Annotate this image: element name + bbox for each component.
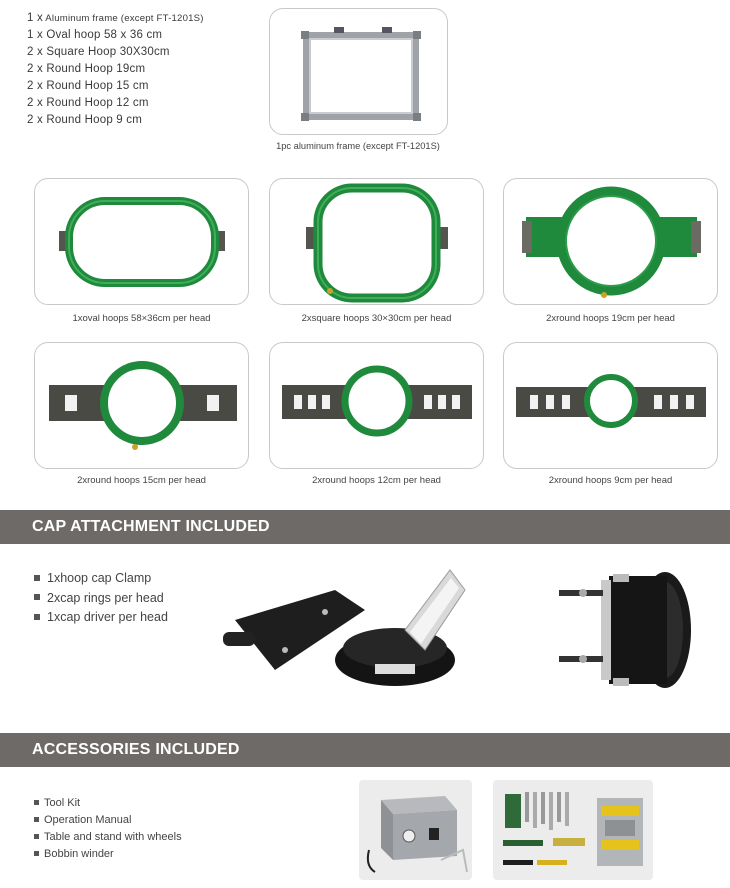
frame-caption: 1pc aluminum frame (except FT-1201S) <box>276 141 440 151</box>
hoop-card-round-9 <box>503 342 718 469</box>
hoop-card-round-15 <box>34 342 249 469</box>
hoop-list-item: 2 x Round Hoop 15 cm <box>27 80 149 92</box>
aluminum-frame-image <box>270 9 448 135</box>
accessories-section-header <box>0 733 730 767</box>
hoop-list-item: 2 x Round Hoop 9 cm <box>27 114 143 126</box>
hoop-caption-square: 2xsquare hoops 30×30cm per head <box>301 313 452 324</box>
tool-kit-card <box>493 780 653 880</box>
bullet-icon <box>34 800 39 805</box>
accessory-item: Tool Kit <box>34 795 182 812</box>
bullet-icon <box>34 614 40 620</box>
cap-clamp-image <box>215 560 475 700</box>
hoop-card-oval <box>34 178 249 305</box>
hoop-list-item: 1 x Oval hoop 58 x 36 cm <box>27 29 163 41</box>
cap-section-header <box>0 510 730 544</box>
round-hoop-9-image <box>504 343 718 469</box>
oval-hoop-image <box>35 179 249 305</box>
bobbin-winder-image <box>359 780 472 880</box>
hoop-list <box>27 10 257 129</box>
accessories-section-title: ACCESSORIES INCLUDED <box>32 741 240 758</box>
cap-item: 1xcap driver per head <box>34 608 168 628</box>
bullet-icon <box>34 575 40 581</box>
square-hoop-image <box>270 179 484 305</box>
round-hoop-15-image <box>35 343 249 469</box>
hoop-caption-round-12: 2xround hoops 12cm per head <box>312 475 441 486</box>
cap-section-title: CAP ATTACHMENT INCLUDED <box>32 518 270 535</box>
hoop-list-item-frame: 1 x Aluminum frame (except FT-1201S) <box>27 12 204 24</box>
bullet-icon <box>34 594 40 600</box>
accessory-item: Operation Manual <box>34 812 182 829</box>
hoop-caption-oval: 1xoval hoops 58×36cm per head <box>72 313 211 324</box>
bullet-icon <box>34 851 39 856</box>
bullet-icon <box>34 834 39 839</box>
cap-item: 1xhoop cap Clamp <box>34 569 168 589</box>
hoop-caption-round-15: 2xround hoops 15cm per head <box>77 475 206 486</box>
hoop-list-item: 2 x Round Hoop 12 cm <box>27 97 149 109</box>
hoop-caption-round-9: 2xround hoops 9cm per head <box>548 475 673 486</box>
hoop-card-round-19 <box>503 178 718 305</box>
hoop-caption-round-19: 2xround hoops 19cm per head <box>546 313 675 324</box>
hoop-list-item: 2 x Round Hoop 19cm <box>27 63 146 75</box>
hoop-card-square <box>269 178 484 305</box>
bobbin-winder-card <box>359 780 472 880</box>
cap-item: 2xcap rings per head <box>34 589 168 609</box>
tool-kit-image <box>493 780 653 880</box>
round-hoop-12-image <box>270 343 484 469</box>
hoop-list-item: 2 x Square Hoop 30X30cm <box>27 46 170 58</box>
round-hoop-19-image <box>504 179 718 305</box>
accessories-list <box>34 795 182 863</box>
accessory-item: Bobbin winder <box>34 846 182 863</box>
aluminum-frame-card <box>269 8 448 135</box>
bullet-icon <box>34 817 39 822</box>
hoop-card-round-12 <box>269 342 484 469</box>
accessory-item: Table and stand with wheels <box>34 829 182 846</box>
cap-items-list <box>34 569 168 628</box>
cap-driver-image <box>553 560 703 700</box>
